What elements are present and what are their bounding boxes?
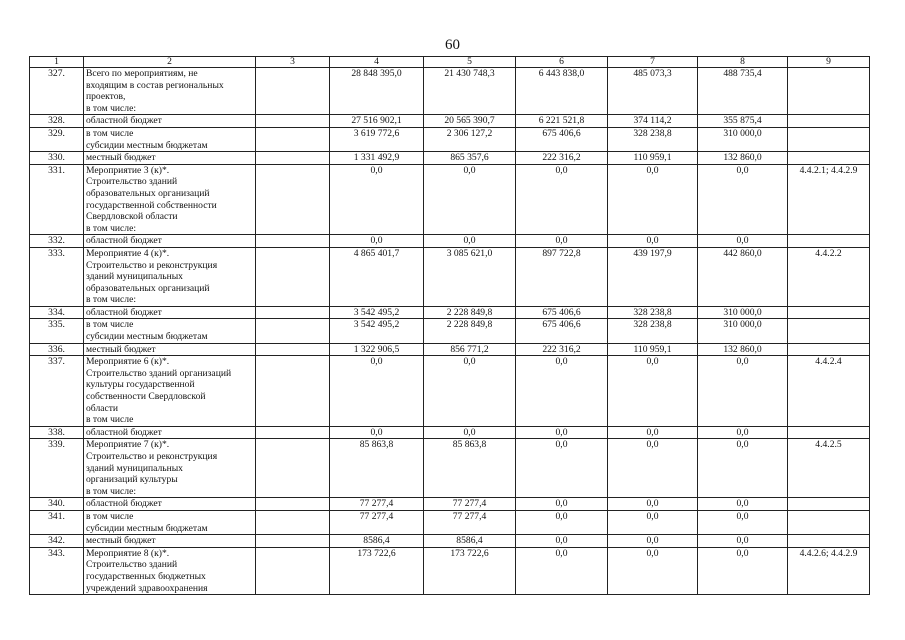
row-name: местный бюджет (84, 152, 256, 165)
table-row (30, 247, 870, 306)
col5-value: 77 277,4 (424, 498, 516, 511)
row-number: 335. (30, 319, 84, 343)
target-indicator: 4.4.2.6; 4.4.2.9 (788, 547, 870, 594)
col5-value: 0,0 (424, 426, 516, 439)
col3-value (256, 498, 330, 511)
budget-table (29, 56, 870, 595)
target-indicator: 4.4.2.2 (788, 247, 870, 306)
col7-value: 374 114,2 (608, 115, 698, 128)
col7-value: 328 238,8 (608, 319, 698, 343)
row-number: 337. (30, 356, 84, 427)
row-number: 336. (30, 343, 84, 356)
row-name: областной бюджет (84, 115, 256, 128)
col8-value: 0,0 (698, 356, 788, 427)
col3-value (256, 319, 330, 343)
col6-value: 675 406,6 (516, 127, 608, 151)
col3-value (256, 235, 330, 248)
col8-value: 0,0 (698, 510, 788, 534)
col4-value: 0,0 (330, 356, 424, 427)
target-indicator (788, 498, 870, 511)
row-name: в том числе субсидии местным бюджетам (84, 319, 256, 343)
col5-value: 85 863,8 (424, 439, 516, 498)
col8-value: 0,0 (698, 535, 788, 548)
col3-value (256, 306, 330, 319)
row-number: 328. (30, 115, 84, 128)
col7-value: 0,0 (608, 510, 698, 534)
col6-value: 0,0 (516, 547, 608, 594)
row-number: 341. (30, 510, 84, 534)
col6-value: 0,0 (516, 535, 608, 548)
header-cell-4: 4 (330, 57, 424, 68)
col4-value: 8586,4 (330, 535, 424, 548)
target-indicator: 4.4.2.1; 4.4.2.9 (788, 164, 870, 235)
col3-value (256, 439, 330, 498)
row-name: в том числе субсидии местным бюджетам (84, 127, 256, 151)
target-indicator: 4.4.2.5 (788, 439, 870, 498)
col6-value: 0,0 (516, 235, 608, 248)
col8-value: 488 735,4 (698, 68, 788, 115)
row-number: 333. (30, 247, 84, 306)
col4-value: 173 722,6 (330, 547, 424, 594)
row-number: 339. (30, 439, 84, 498)
row-name: Мероприятие 7 (к)*. Строительство и реконструкция зданий муниципальных организаций культуры в том числе: (84, 439, 256, 498)
header-cell-1: 1 (30, 57, 84, 68)
col4-value: 0,0 (330, 426, 424, 439)
row-number: 334. (30, 306, 84, 319)
table-row (30, 510, 870, 534)
col4-value: 4 865 401,7 (330, 247, 424, 306)
target-indicator (788, 127, 870, 151)
table-row (30, 547, 870, 594)
col3-value (256, 535, 330, 548)
col3-value (256, 356, 330, 427)
target-indicator (788, 68, 870, 115)
col5-value: 2 228 849,8 (424, 319, 516, 343)
col8-value: 355 875,4 (698, 115, 788, 128)
col5-value: 2 228 849,8 (424, 306, 516, 319)
col7-value: 328 238,8 (608, 127, 698, 151)
header-cell-5: 5 (424, 57, 516, 68)
table-row (30, 152, 870, 165)
row-number: 332. (30, 235, 84, 248)
col3-value (256, 127, 330, 151)
row-name: Всего по мероприятиям, не входящим в состав региональных проектов, в том числе: (84, 68, 256, 115)
header-cell-3: 3 (256, 57, 330, 68)
col6-value: 675 406,6 (516, 306, 608, 319)
row-name: Мероприятие 4 (к)*. Строительство и реконструкция зданий муниципальных образовательных организаций в том числе: (84, 247, 256, 306)
table-row (30, 68, 870, 115)
target-indicator: 4.4.2.4 (788, 356, 870, 427)
header-cell-2: 2 (84, 57, 256, 68)
row-name: областной бюджет (84, 235, 256, 248)
table-row (30, 235, 870, 248)
table-row (30, 343, 870, 356)
col7-value: 0,0 (608, 498, 698, 511)
col4-value: 0,0 (330, 164, 424, 235)
row-name: областной бюджет (84, 498, 256, 511)
col7-value: 0,0 (608, 235, 698, 248)
target-indicator (788, 343, 870, 356)
col5-value: 0,0 (424, 356, 516, 427)
row-name: областной бюджет (84, 306, 256, 319)
col5-value: 21 430 748,3 (424, 68, 516, 115)
header-cell-6: 6 (516, 57, 608, 68)
table-row (30, 164, 870, 235)
col5-value: 0,0 (424, 164, 516, 235)
target-indicator (788, 426, 870, 439)
row-number: 329. (30, 127, 84, 151)
col3-value (256, 247, 330, 306)
col7-value: 0,0 (608, 547, 698, 594)
col8-value: 132 860,0 (698, 343, 788, 356)
target-indicator (788, 235, 870, 248)
row-name: областной бюджет (84, 426, 256, 439)
col3-value (256, 68, 330, 115)
target-indicator (788, 115, 870, 128)
col7-value: 0,0 (608, 164, 698, 235)
col7-value: 110 959,1 (608, 152, 698, 165)
table-body (30, 57, 870, 595)
col8-value: 0,0 (698, 547, 788, 594)
table-row (30, 535, 870, 548)
table-row (30, 426, 870, 439)
col5-value: 20 565 390,7 (424, 115, 516, 128)
col7-value: 485 073,3 (608, 68, 698, 115)
col5-value: 0,0 (424, 235, 516, 248)
row-name: Мероприятие 6 (к)*. Строительство зданий организаций культуры государственной собственности Свердловской области в том числе (84, 356, 256, 427)
col4-value: 1 331 492,9 (330, 152, 424, 165)
col6-value: 0,0 (516, 510, 608, 534)
col3-value (256, 115, 330, 128)
table-row (30, 498, 870, 511)
target-indicator (788, 535, 870, 548)
col5-value: 8586,4 (424, 535, 516, 548)
col6-value: 222 316,2 (516, 343, 608, 356)
row-number: 331. (30, 164, 84, 235)
col7-value: 0,0 (608, 426, 698, 439)
header-cell-8: 8 (698, 57, 788, 68)
col8-value: 310 000,0 (698, 306, 788, 319)
target-indicator (788, 306, 870, 319)
header-cell-9: 9 (788, 57, 870, 68)
header-cell-7: 7 (608, 57, 698, 68)
target-indicator (788, 319, 870, 343)
row-name: Мероприятие 3 (к)*. Строительство зданий образовательных организаций государственной собственности Свердловской области в том числе: (84, 164, 256, 235)
col4-value: 28 848 395,0 (330, 68, 424, 115)
col4-value: 85 863,8 (330, 439, 424, 498)
col6-value: 0,0 (516, 426, 608, 439)
col6-value: 0,0 (516, 356, 608, 427)
col4-value: 27 516 902,1 (330, 115, 424, 128)
col8-value: 0,0 (698, 164, 788, 235)
col7-value: 0,0 (608, 439, 698, 498)
col3-value (256, 426, 330, 439)
col8-value: 310 000,0 (698, 127, 788, 151)
col8-value: 0,0 (698, 439, 788, 498)
row-number: 330. (30, 152, 84, 165)
col8-value: 442 860,0 (698, 247, 788, 306)
col6-value: 6 221 521,8 (516, 115, 608, 128)
col5-value: 856 771,2 (424, 343, 516, 356)
row-name: местный бюджет (84, 535, 256, 548)
table-row (30, 127, 870, 151)
col6-value: 0,0 (516, 439, 608, 498)
row-number: 327. (30, 68, 84, 115)
col8-value: 0,0 (698, 498, 788, 511)
col6-value: 222 316,2 (516, 152, 608, 165)
row-number: 340. (30, 498, 84, 511)
page-number: 60 (445, 37, 460, 53)
col7-value: 0,0 (608, 535, 698, 548)
table-row (30, 356, 870, 427)
table-row (30, 115, 870, 128)
target-indicator (788, 510, 870, 534)
row-number: 342. (30, 535, 84, 548)
col8-value: 310 000,0 (698, 319, 788, 343)
col5-value: 2 306 127,2 (424, 127, 516, 151)
col4-value: 77 277,4 (330, 510, 424, 534)
row-number: 338. (30, 426, 84, 439)
col4-value: 3 542 495,2 (330, 319, 424, 343)
row-number: 343. (30, 547, 84, 594)
col3-value (256, 152, 330, 165)
table-row (30, 306, 870, 319)
col5-value: 77 277,4 (424, 510, 516, 534)
col4-value: 77 277,4 (330, 498, 424, 511)
col6-value: 0,0 (516, 164, 608, 235)
table-row (30, 319, 870, 343)
col5-value: 3 085 621,0 (424, 247, 516, 306)
col6-value: 675 406,6 (516, 319, 608, 343)
col7-value: 439 197,9 (608, 247, 698, 306)
col6-value: 0,0 (516, 498, 608, 511)
col3-value (256, 547, 330, 594)
col4-value: 0,0 (330, 235, 424, 248)
col3-value (256, 343, 330, 356)
col6-value: 6 443 838,0 (516, 68, 608, 115)
col8-value: 0,0 (698, 426, 788, 439)
row-name: местный бюджет (84, 343, 256, 356)
row-name: Мероприятие 8 (к)*. Строительство зданий государственных бюджетных учреждений здравоохранения (84, 547, 256, 594)
col4-value: 3 619 772,6 (330, 127, 424, 151)
col7-value: 0,0 (608, 356, 698, 427)
header-row (30, 57, 870, 68)
target-indicator (788, 152, 870, 165)
table-row (30, 439, 870, 498)
row-name: в том числе субсидии местным бюджетам (84, 510, 256, 534)
col6-value: 897 722,8 (516, 247, 608, 306)
col7-value: 328 238,8 (608, 306, 698, 319)
col5-value: 173 722,6 (424, 547, 516, 594)
col3-value (256, 164, 330, 235)
col5-value: 865 357,6 (424, 152, 516, 165)
col3-value (256, 510, 330, 534)
col8-value: 132 860,0 (698, 152, 788, 165)
col4-value: 3 542 495,2 (330, 306, 424, 319)
col4-value: 1 322 906,5 (330, 343, 424, 356)
col7-value: 110 959,1 (608, 343, 698, 356)
col8-value: 0,0 (698, 235, 788, 248)
